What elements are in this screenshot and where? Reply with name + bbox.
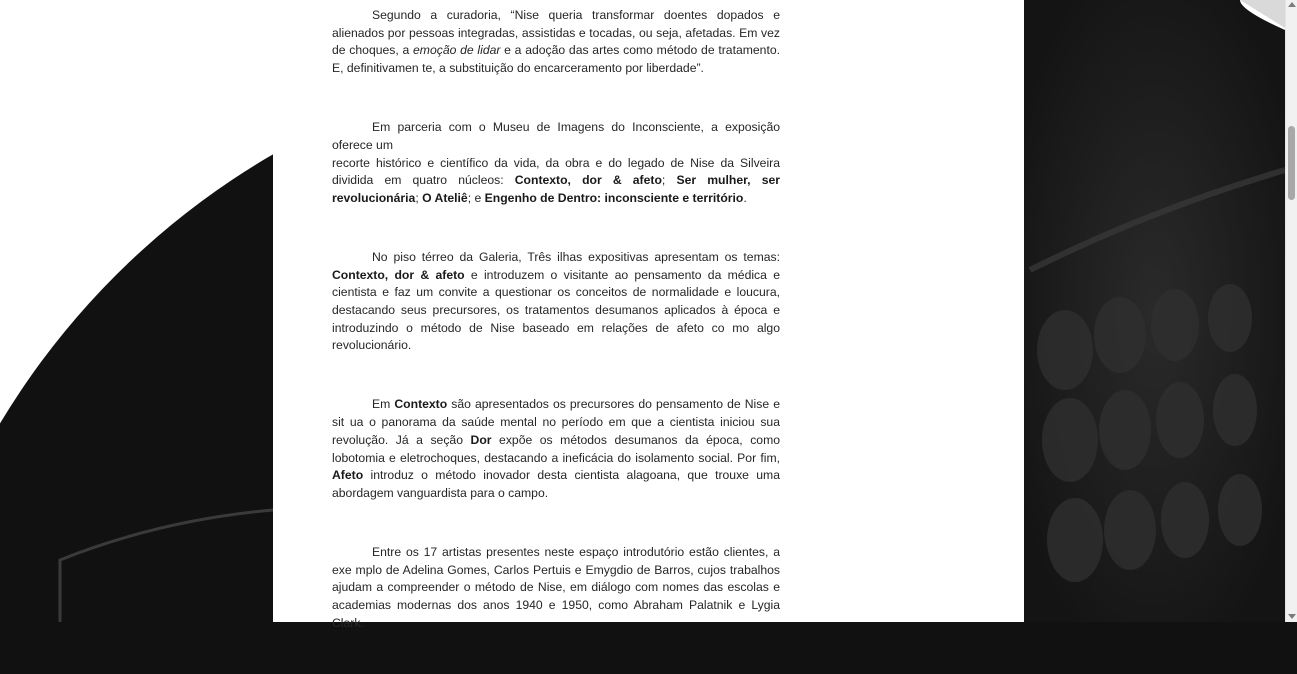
body-paragraph: [332, 249, 780, 355]
text-run: Em parceria com o Museu de Imagens do Inconsciente, a exposição oferece um: [332, 120, 780, 152]
body-paragraph: [332, 544, 780, 633]
italic-text: emoção de lidar: [413, 43, 501, 58]
text-run: Em: [372, 397, 395, 412]
text-run: ; e: [467, 190, 485, 205]
text-run: são apresentados os precursores do pensamento de Nise e sit ua o panorama da saúde mental no período em que a cientista iniciou sua revolução. Já a seção: [332, 397, 780, 447]
body-paragraph: [332, 119, 780, 208]
text-run: Segundo a curadoria, “Nise queria transformar doentes dopados e alienados por pessoas integradas, assistidas e tocadas, ou seja, afetadas. Em vez de choques, a: [332, 8, 780, 58]
document-page: [273, 0, 1024, 630]
text-run: ;: [661, 173, 677, 188]
scroll-down-arrow-icon[interactable]: [1288, 614, 1296, 619]
text-run: recorte histórico e científico da vida, da obra e do legado de Nise da Silveira dividida em quatro núcleos:: [332, 155, 780, 188]
vertical-scrollbar[interactable]: [1285, 0, 1297, 622]
text-run: ;: [415, 190, 423, 205]
text-run: expõe os métodos desumanos da época, como lobotomia e eletrochoques, destacando a ineficácia do isolamento social. Por fim,: [332, 432, 780, 465]
text-run: .: [743, 190, 747, 205]
document-body: [332, 7, 780, 674]
text-run: e introduzem o visitante ao pensamento da médica e cientista e faz um convite a questionar os conceitos de normalidade e loucura, destacando seus precursores, os tratamentos desumanos aplicados à época e introduzindo o método de Nise baseado em relações de afeto co mo algo revolucionário.: [332, 267, 780, 353]
text-run: introduz o método inovador desta cientista alagoana, que trouxe uma abordagem vanguardista para o campo.: [332, 468, 780, 500]
bold-text: Afeto: [332, 468, 364, 483]
scrollbar-thumb[interactable]: [1288, 126, 1295, 200]
bold-text: Contexto, dor & afeto: [514, 173, 662, 188]
bold-text: O Ateliê: [422, 190, 468, 205]
bold-text: Ser mulher, ser revolucionária: [332, 173, 780, 205]
bold-text: Dor: [470, 432, 492, 447]
bold-text: Contexto: [394, 397, 448, 412]
body-paragraph: [332, 7, 780, 78]
bold-text: Engenho de Dentro: inconsciente e território: [484, 190, 744, 205]
text-run: e a adoção das artes como método de tratamento. E, definitivamen te, a substituição do encarceramento por liberdade”.: [332, 43, 780, 76]
scroll-up-arrow-icon[interactable]: [1288, 2, 1296, 7]
text-run: No piso térreo da Galeria, Três ilhas expositivas apresentam os temas:: [372, 249, 780, 264]
bold-text: Contexto, dor & afeto: [332, 267, 465, 282]
body-paragraph: [332, 396, 780, 502]
text-run: Entre os 17 artistas presentes neste espaço introdutório estão clientes, a exe mplo de Adelina Gomes, Carlos Pertuis e Emygdio de Barros, cujos trabalhos ajudam a compreender o método de Nise, em diálogo com nomes das escolas e academias modernas dos anos 1940 e 1950, como Abraham Palatnik e Lygia Clark.: [332, 544, 780, 630]
